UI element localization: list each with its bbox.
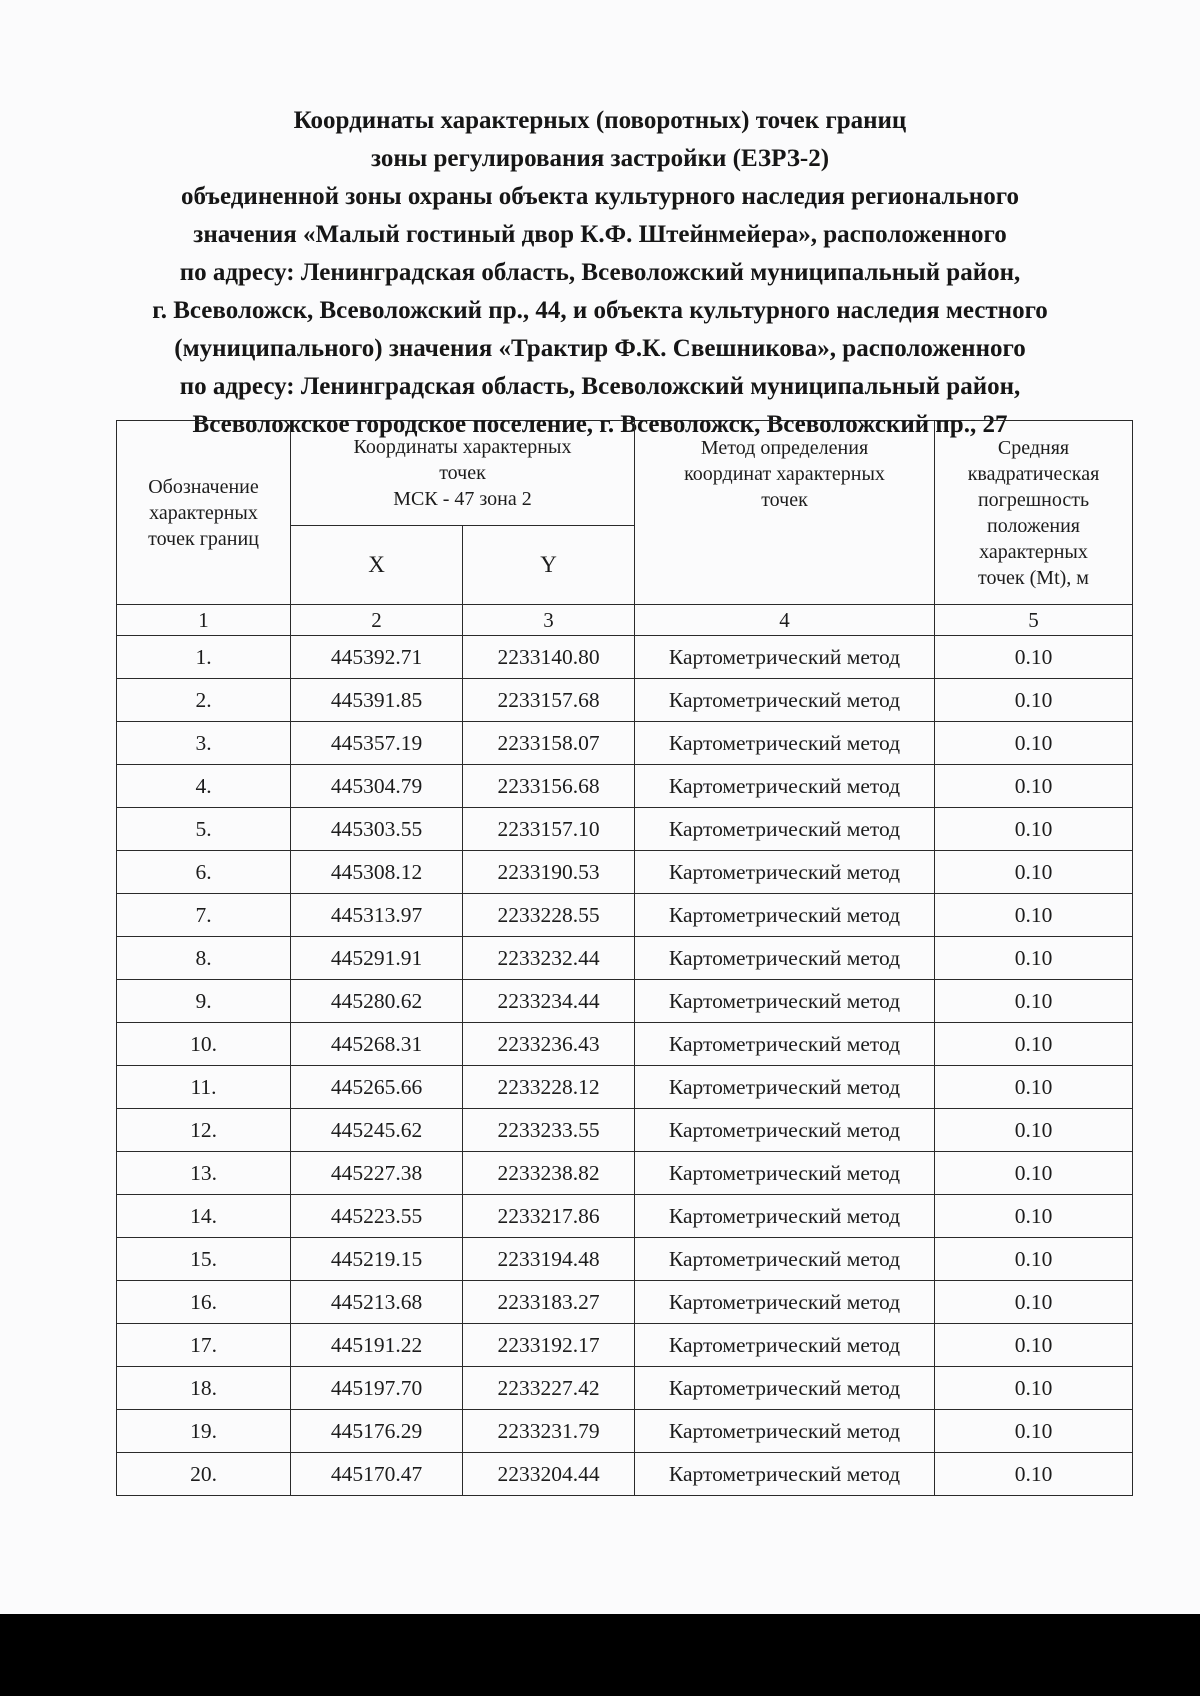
cell-point: 3. <box>117 722 291 765</box>
cell-y: 2233233.55 <box>463 1109 635 1152</box>
cell-error: 0.10 <box>935 1324 1133 1367</box>
cell-point: 10. <box>117 1023 291 1066</box>
cell-point: 8. <box>117 937 291 980</box>
title-line: (муниципального) значения «Трактир Ф.К. Свешникова», расположенного <box>174 335 1026 362</box>
cell-method: Картометрический метод <box>635 765 935 808</box>
table-row <box>117 1281 1133 1324</box>
cell-error: 0.10 <box>935 1367 1133 1410</box>
cell-point: 9. <box>117 980 291 1023</box>
cell-point: 20. <box>117 1453 291 1496</box>
table-row <box>117 851 1133 894</box>
cell-error: 0.10 <box>935 937 1133 980</box>
cell-error: 0.10 <box>935 1410 1133 1453</box>
cell-method: Картометрический метод <box>635 1109 935 1152</box>
cell-method: Картометрический метод <box>635 679 935 722</box>
header-coordinates-line: точек <box>439 462 486 484</box>
cell-x: 445313.97 <box>291 894 463 937</box>
cell-y: 2233190.53 <box>463 851 635 894</box>
cell-y: 2233156.68 <box>463 765 635 808</box>
column-number: 3 <box>463 605 635 636</box>
title-line: Всеволожское городское поселение, г. Всеволожск, Всеволожский пр., 27 <box>192 411 1008 438</box>
cell-point: 4. <box>117 765 291 808</box>
title-line: по адресу: Ленинградская область, Всеволожский муниципальный район, <box>179 259 1021 286</box>
cell-error: 0.10 <box>935 1195 1133 1238</box>
cell-point: 17. <box>117 1324 291 1367</box>
cell-x: 445170.47 <box>291 1453 463 1496</box>
header-designation-line: точек границ <box>148 527 259 550</box>
cell-error: 0.10 <box>935 1453 1133 1496</box>
cell-error: 0.10 <box>935 808 1133 851</box>
cell-x: 445391.85 <box>291 679 463 722</box>
cell-x: 445223.55 <box>291 1195 463 1238</box>
header-coordinates-line: Координаты характерных <box>353 436 572 458</box>
cell-x: 445176.29 <box>291 1410 463 1453</box>
coordinates-table <box>116 420 1133 1496</box>
cell-x: 445308.12 <box>291 851 463 894</box>
header-method <box>635 421 935 605</box>
header-coordinates <box>291 421 635 526</box>
cell-error: 0.10 <box>935 1023 1133 1066</box>
cell-method: Картометрический метод <box>635 1410 935 1453</box>
header-method-line: Метод определения <box>700 437 869 459</box>
header-y: Y <box>463 526 635 605</box>
cell-method: Картометрический метод <box>635 1324 935 1367</box>
table-row <box>117 937 1133 980</box>
table-row <box>117 980 1133 1023</box>
cell-y: 2233232.44 <box>463 937 635 980</box>
cell-x: 445303.55 <box>291 808 463 851</box>
cell-y: 2233231.79 <box>463 1410 635 1453</box>
header-error-line: погрешность <box>977 488 1090 511</box>
title-line: Координаты характерных (поворотных) точек границ <box>293 107 907 134</box>
cell-method: Картометрический метод <box>635 1238 935 1281</box>
cell-error: 0.10 <box>935 1238 1133 1281</box>
header-error-line: квадратическая <box>967 462 1100 485</box>
cell-y: 2233140.80 <box>463 636 635 679</box>
cell-point: 13. <box>117 1152 291 1195</box>
cell-method: Картометрический метод <box>635 1367 935 1410</box>
table-row <box>117 1410 1133 1453</box>
cell-method: Картометрический метод <box>635 636 935 679</box>
cell-x: 445227.38 <box>291 1152 463 1195</box>
cell-method: Картометрический метод <box>635 1453 935 1496</box>
table-row <box>117 808 1133 851</box>
table-row <box>117 894 1133 937</box>
header-method-line: координат характерных <box>684 463 885 485</box>
cell-method: Картометрический метод <box>635 808 935 851</box>
table-body <box>117 636 1133 1496</box>
cell-x: 445265.66 <box>291 1066 463 1109</box>
column-number: 4 <box>635 605 935 636</box>
table-row <box>117 722 1133 765</box>
cell-y: 2233183.27 <box>463 1281 635 1324</box>
cell-method: Картометрический метод <box>635 1152 935 1195</box>
cell-point: 5. <box>117 808 291 851</box>
cell-y: 2233157.10 <box>463 808 635 851</box>
cell-y: 2233228.12 <box>463 1066 635 1109</box>
cell-error: 0.10 <box>935 765 1133 808</box>
cell-y: 2233228.55 <box>463 894 635 937</box>
cell-x: 445191.22 <box>291 1324 463 1367</box>
cell-method: Картометрический метод <box>635 851 935 894</box>
header-error <box>935 421 1133 605</box>
cell-x: 445219.15 <box>291 1238 463 1281</box>
cell-x: 445304.79 <box>291 765 463 808</box>
cell-error: 0.10 <box>935 1281 1133 1324</box>
header-error-line: точек (Mt), м <box>978 566 1089 589</box>
cell-x: 445280.62 <box>291 980 463 1023</box>
table-row <box>117 679 1133 722</box>
table-row <box>117 765 1133 808</box>
cell-method: Картометрический метод <box>635 1066 935 1109</box>
cell-method: Картометрический метод <box>635 1281 935 1324</box>
cell-method: Картометрический метод <box>635 894 935 937</box>
cell-point: 15. <box>117 1238 291 1281</box>
cell-point: 2. <box>117 679 291 722</box>
cell-x: 445197.70 <box>291 1367 463 1410</box>
table-row <box>117 1367 1133 1410</box>
table-row <box>117 1152 1133 1195</box>
cell-method: Картометрический метод <box>635 1195 935 1238</box>
header-error-line: Средняя <box>997 436 1070 459</box>
title-line: зоны регулирования застройки (ЕЗРЗ-2) <box>370 145 830 172</box>
scan-bottom-border <box>0 1614 1200 1696</box>
table-row <box>117 1324 1133 1367</box>
cell-point: 19. <box>117 1410 291 1453</box>
table-row <box>117 1066 1133 1109</box>
cell-x: 445392.71 <box>291 636 463 679</box>
cell-y: 2233236.43 <box>463 1023 635 1066</box>
cell-y: 2233194.48 <box>463 1238 635 1281</box>
table-row <box>117 636 1133 679</box>
cell-x: 445268.31 <box>291 1023 463 1066</box>
document-title <box>80 102 1120 444</box>
cell-y: 2233157.68 <box>463 679 635 722</box>
title-line: по адресу: Ленинградская область, Всеволожский муниципальный район, <box>179 373 1021 400</box>
header-coordinates-line: МСК - 47 зона 2 <box>393 488 532 510</box>
cell-point: 1. <box>117 636 291 679</box>
header-x: X <box>291 526 463 605</box>
cell-method: Картометрический метод <box>635 937 935 980</box>
cell-error: 0.10 <box>935 894 1133 937</box>
cell-x: 445213.68 <box>291 1281 463 1324</box>
cell-y: 2233238.82 <box>463 1152 635 1195</box>
title-line: объединенной зоны охраны объекта культурного наследия регионального <box>181 183 1019 210</box>
cell-x: 445291.91 <box>291 937 463 980</box>
cell-method: Картометрический метод <box>635 1023 935 1066</box>
cell-x: 445357.19 <box>291 722 463 765</box>
header-method-line: точек <box>761 489 808 511</box>
cell-error: 0.10 <box>935 1152 1133 1195</box>
cell-x: 445245.62 <box>291 1109 463 1152</box>
cell-error: 0.10 <box>935 1109 1133 1152</box>
table-row <box>117 1238 1133 1281</box>
column-number: 2 <box>291 605 463 636</box>
cell-point: 12. <box>117 1109 291 1152</box>
cell-method: Картометрический метод <box>635 980 935 1023</box>
cell-y: 2233158.07 <box>463 722 635 765</box>
cell-point: 14. <box>117 1195 291 1238</box>
cell-point: 11. <box>117 1066 291 1109</box>
header-error-line: характерных <box>979 540 1088 563</box>
table-row <box>117 1453 1133 1496</box>
cell-error: 0.10 <box>935 679 1133 722</box>
cell-y: 2233192.17 <box>463 1324 635 1367</box>
column-number-row <box>117 605 1133 636</box>
cell-point: 16. <box>117 1281 291 1324</box>
cell-error: 0.10 <box>935 1066 1133 1109</box>
cell-point: 7. <box>117 894 291 937</box>
title-line: г. Всеволожск, Всеволожский пр., 44, и объекта культурного наследия местного <box>152 297 1048 324</box>
cell-error: 0.10 <box>935 980 1133 1023</box>
cell-y: 2233227.42 <box>463 1367 635 1410</box>
header-designation-line: характерных <box>149 501 258 524</box>
cell-method: Картометрический метод <box>635 722 935 765</box>
title-line: значения «Малый гостиный двор К.Ф. Штейнмейера», расположенного <box>193 221 1007 248</box>
cell-point: 6. <box>117 851 291 894</box>
cell-point: 18. <box>117 1367 291 1410</box>
header-designation <box>117 421 291 605</box>
cell-y: 2233234.44 <box>463 980 635 1023</box>
cell-error: 0.10 <box>935 636 1133 679</box>
table-row <box>117 1109 1133 1152</box>
cell-error: 0.10 <box>935 851 1133 894</box>
table-row <box>117 1195 1133 1238</box>
cell-error: 0.10 <box>935 722 1133 765</box>
table-row <box>117 1023 1133 1066</box>
column-number: 1 <box>117 605 291 636</box>
cell-y: 2233204.44 <box>463 1453 635 1496</box>
header-designation-line: Обозначение <box>148 475 259 498</box>
cell-y: 2233217.86 <box>463 1195 635 1238</box>
header-error-line: положения <box>987 514 1080 537</box>
column-number: 5 <box>935 605 1133 636</box>
